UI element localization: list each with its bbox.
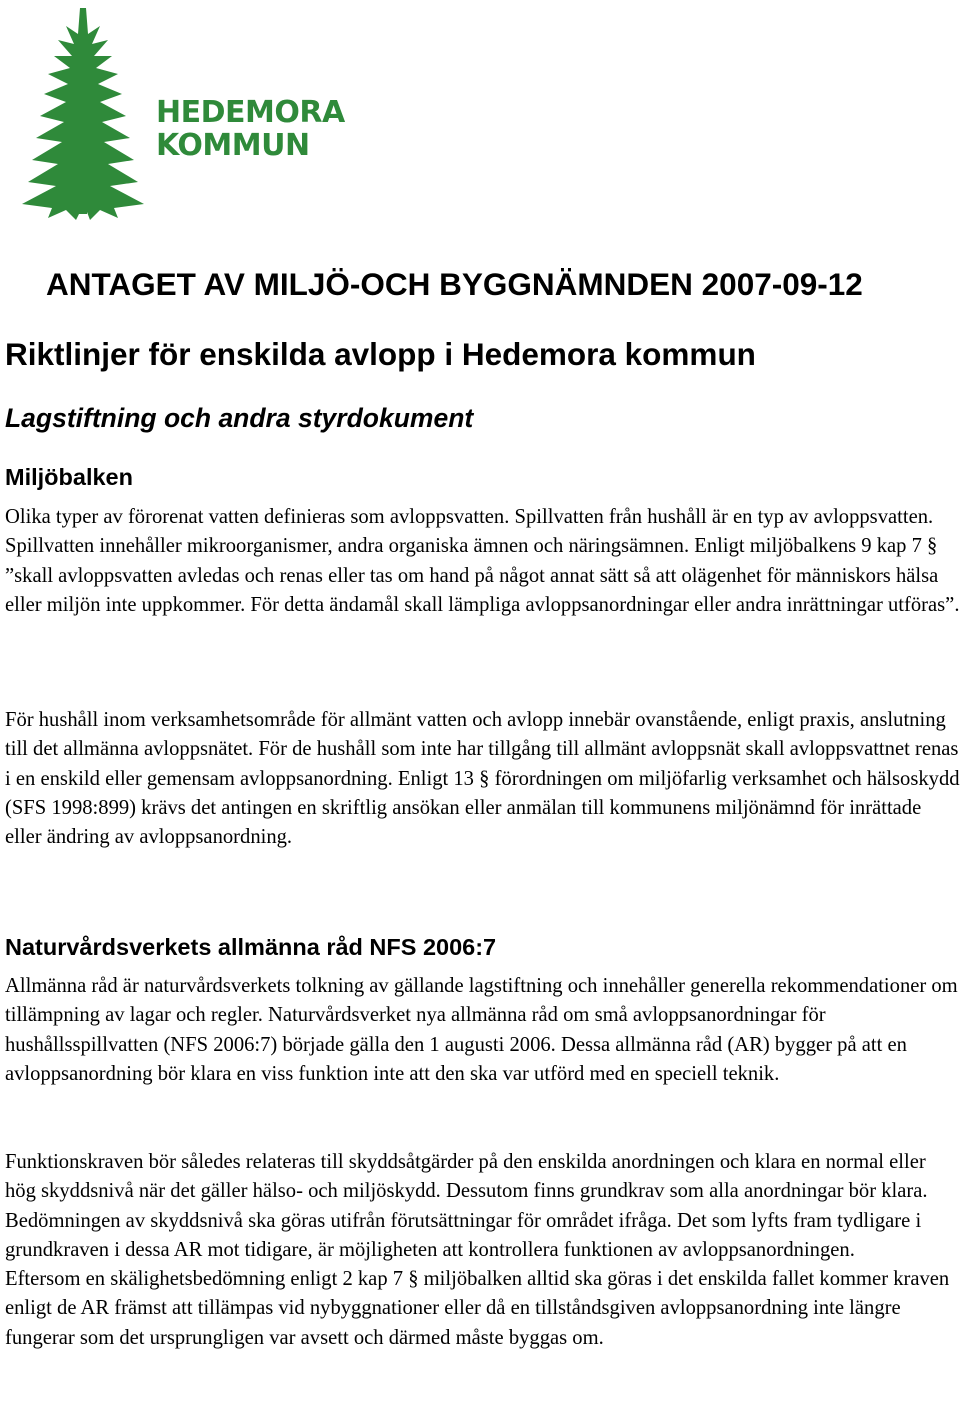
page-subtitle: Lagstiftning och andra styrdokument <box>5 403 474 433</box>
spruce-tree-icon <box>14 4 154 224</box>
paragraph: Eftersom en skälighetsbedömning enligt 2 kap 7 § miljöbalken alltid ska göras i det enskilda fallet kommer kraven enligt de AR främst att tillämpas vid nybyggnationer eller då en tillståndsgiven avloppsanordning inte längre fungerar som det ursprungligen var avsett och därmed måste byggas om. <box>5 1268 950 1349</box>
logo-line-2: KOMMUN <box>156 128 310 163</box>
paragraph: Olika typer av förorenat vatten definieras som avloppsvatten. Spillvatten från hushåll är en typ av avloppsvatten. Spillvatten innehåller mikroorganismer, andra organiska ämnen och näringsämnen. Enligt miljöbalkens 9 kap 7 § ”skall avloppsvatten avledas och renas eller tas om hand på något annat sätt så att olägenhet för människors hälsa eller miljön inte uppkommer. För detta ändamål skall lämpliga avloppsanordningar eller andra inrättningar utföras”. <box>5 506 960 616</box>
page-title: Riktlinjer för enskilda avlopp i Hedemora kommun <box>5 336 756 372</box>
adopted-heading: ANTAGET AV MILJÖ-OCH BYGGNÄMNDEN 2007-09-12 <box>46 266 863 302</box>
logo-wordmark <box>156 96 345 162</box>
paragraph: Allmänna råd är naturvårdsverkets tolkning av gällande lagstiftning och innehåller generella rekommendationer om tillämpning av lagar och regler. Naturvårdsverket nya allmänna råd om små avloppsanordningar för hushållsspillvatten (NFS 2006:7) började gälla den 1 augusti 2006. Dessa allmänna råd (AR) bygger på att en avloppsanordning bör klara en viss funktion inte att den ska var utförd med en speciell teknik. <box>5 975 958 1085</box>
paragraph: Funktionskraven bör således relateras till skyddsåtgärder på den enskilda anordningen och klara en normal eller hög skyddsnivå när det gäller hälso- och miljöskydd. Dessutom finns grundkrav som alla anordningar bör klara. Bedömningen av skyddsnivå ska göras utifrån förutsättningar för området ifråga. Det som lyfts fram tydligare i grundkraven i dessa AR mot tidigare, är möjligheten att kontrollera funktionen av avloppsanordningen. <box>5 1151 928 1261</box>
logo-line-1: HEDEMORA <box>156 95 345 130</box>
paragraph: För hushåll inom verksamhetsområde för allmänt vatten och avlopp innebär ovanstående, enligt praxis, anslutning till det allmänna avloppsnätet. För de hushåll som inte har tillgång till allmänt avloppsnät skall avloppsvattnet renas i en enskild eller gemensam avloppsanordning. Enligt 13 § förordningen om miljöfarlig verksamhet och hälsoskydd (SFS 1998:899) krävs det antingen en skriftlig ansökan eller anmälan till kommunens miljönämnd för inrättade eller ändring av avloppsanordning. <box>5 709 960 849</box>
paragraph-group <box>5 1148 960 1353</box>
hedemora-kommun-logo <box>14 4 344 224</box>
section-heading-nfs: Naturvårdsverkets allmänna råd NFS 2006:7 <box>5 934 497 960</box>
section-heading-miljobalken: Miljöbalken <box>5 464 133 490</box>
